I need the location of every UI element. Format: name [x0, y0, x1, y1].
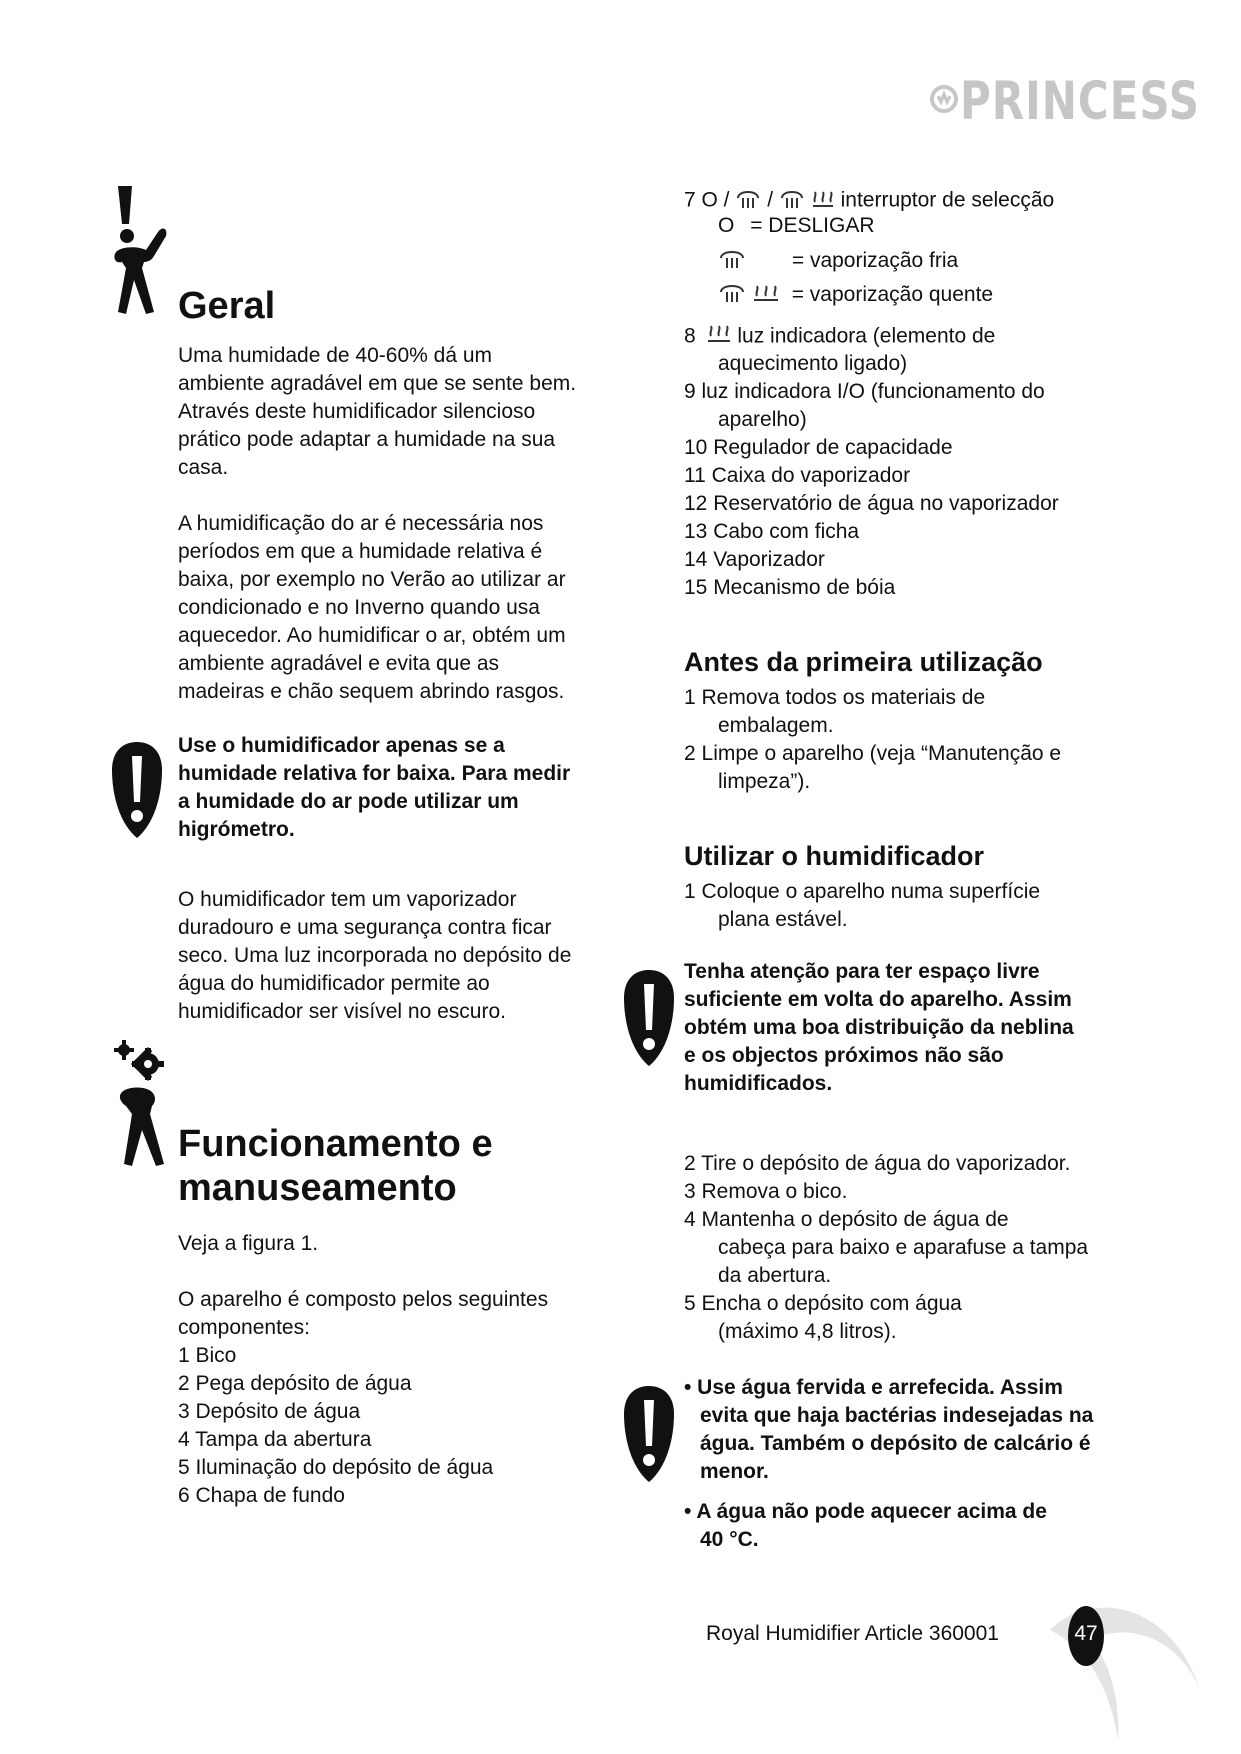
list-item: 2 Limpe o aparelho (veja “Manutenção e	[684, 742, 1062, 765]
heat-waves-icon	[752, 280, 780, 310]
item-7: 7 O / / interruptor de selecção	[684, 184, 1124, 218]
list-item: 15 Mecanismo de bóia	[684, 576, 896, 599]
list-item: 4 Mantenha o depósito de água de	[684, 1208, 1009, 1231]
steps-list: 2 Tire o depósito de água do vaporizador. 3 Remova o bico. 4 Mantenha o depósito de água de cabeça para baixo e aparafuse a tampa da abertura. 5 Encha o depósito com água (máximo 4,8 litros).	[684, 1150, 1164, 1346]
cold-mist-icon	[718, 244, 746, 278]
antes-title: Antes da primeira utilização	[684, 647, 1043, 677]
list-item: 3 Depósito de água	[178, 1400, 361, 1423]
geral-title: Geral	[178, 285, 276, 327]
antes-list: 1 Remova todos os materiais de embalagem. 2 Limpe o aparelho (veja “Manutenção e limpeza”).	[684, 684, 1154, 796]
geral-paragraph-1: Uma humidade de 40-60% dá um ambiente agradável em que se sente bem. Através deste humidificador silencioso prático pode adaptar a humidade na sua casa.	[178, 344, 577, 479]
utilizar-title: Utilizar o humidificador	[684, 841, 985, 871]
page-number: 47	[1074, 1622, 1098, 1645]
list-item: 6 Chapa de fundo	[178, 1484, 345, 1507]
warning-note-1: Use o humidificador apenas se a humidade relativa for baixa. Para medir a humidade do ar pode utilizar um higrómetro.	[178, 734, 571, 841]
list-item: 4 Tampa da abertura	[178, 1428, 372, 1451]
hot-mist-icon	[718, 278, 746, 312]
list-item: 1 Bico	[178, 1344, 237, 1367]
list-item: 11 Caixa do vaporizador	[684, 464, 911, 487]
list-item: 13 Cabo com ficha	[684, 520, 860, 543]
off-legend: O = DESLIGAR	[718, 214, 875, 237]
list-item: 12 Reservatório de água no vaporizador	[684, 492, 1059, 515]
brand-logo	[930, 70, 1201, 132]
list-item: 10 Regulador de capacidade	[684, 436, 953, 459]
item-8-cont: aquecimento ligado)	[718, 352, 908, 375]
list-item: 9 luz indicadora I/O (funcionamento do	[684, 380, 1045, 403]
item-8: 8 luz indicadora (elemento de	[684, 322, 995, 352]
warning-note-2: Tenha atenção para ter espaço livre suficiente em volta do aparelho. Assim obtém uma boa distribuição da neblina e os objectos próximos não são humidificados.	[684, 960, 1074, 1095]
cold-legend: = vaporização fria	[718, 244, 958, 278]
warning-icon	[622, 1384, 676, 1484]
list-item: 14 Vaporizador	[684, 548, 825, 571]
warning-icon	[622, 968, 676, 1068]
list-item: 1 Remova todos os materiais de	[684, 686, 986, 709]
see-figure-text: Veja a figura 1.	[178, 1232, 319, 1255]
bullet-note-1: • Use água fervida e arrefecida. Assim evita que haja bactérias indesejadas na água. Também o depósito de calcário é menor.	[684, 1376, 1094, 1483]
crown-logo-icon	[930, 76, 958, 122]
gear-person-icon	[112, 1040, 174, 1170]
footer-article: Royal Humidifier Article 360001	[706, 1622, 999, 1645]
components-intro: O aparelho é composto pelos seguintes componentes:	[178, 1288, 549, 1339]
list-item: 3 Remova o bico.	[684, 1180, 848, 1203]
hot-legend: = vaporização quente	[718, 278, 993, 312]
geral-paragraph-3: O humidificador tem um vaporizador duradouro e uma segurança contra ficar seco. Uma luz incorporada no depósito de água do humidificador permite ao humidificador ser visível no escuro.	[178, 888, 572, 1023]
funcionamento-title: Funcionamento e manuseamento	[178, 1123, 493, 1209]
warning-icon	[110, 740, 164, 840]
bullet-note-2: • A água não pode aquecer acima de 40 °C.	[684, 1500, 1047, 1551]
components-list	[178, 1342, 618, 1510]
list-item: 5 Encha o depósito com água	[684, 1292, 962, 1315]
page-number-badge	[1068, 1606, 1104, 1666]
utilizar-step-1: 1 Coloque o aparelho numa superfície plana estável.	[684, 880, 1041, 931]
heating-element-icon	[706, 322, 732, 352]
items-list: 9 luz indicadora I/O (funcionamento do aparelho) 10 Regulador de capacidade 11 Caixa do vaporizador 12 Reservatório de água no vaporizador 13 Cabo com ficha 14 Vaporizador 15 Mecanismo de bóia	[684, 378, 1154, 602]
list-item: 5 Iluminação do depósito de água	[178, 1456, 494, 1479]
info-person-icon	[112, 184, 172, 320]
geral-paragraph-2: A humidificação do ar é necessária nos períodos em que a humidade relativa é baixa, por exemplo no Verão ao utilizar ar condicionado e no Inverno quando usa aquecedor. Ao humidificar o ar, obtém um ambiente agradável e evita que as madeiras e chão sequem abrindo rasgos.	[178, 512, 566, 703]
brand-name: PRINCESS	[960, 70, 1201, 132]
list-item: 2 Tire o depósito de água do vaporizador.	[684, 1152, 1071, 1175]
list-item: 2 Pega depósito de água	[178, 1372, 412, 1395]
footer-swoosh-decoration	[1030, 1590, 1210, 1750]
